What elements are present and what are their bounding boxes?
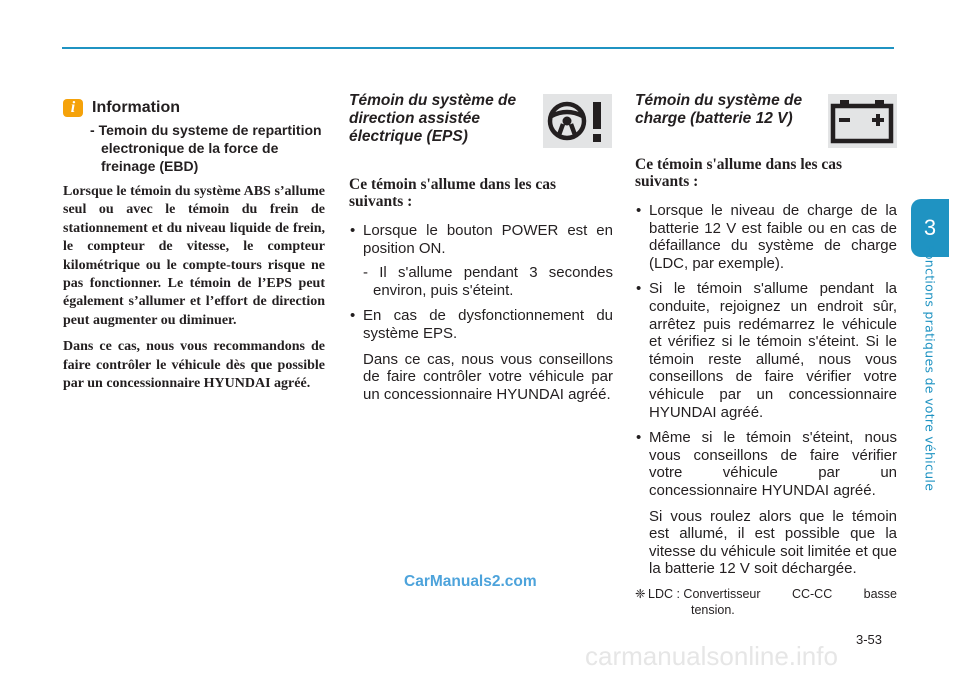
side-label-text: Fonctions pratiques de votre véhicule: [922, 244, 938, 492]
charge-title: Témoin du système de charge (batterie 12 V): [635, 92, 803, 127]
information-header: [63, 96, 325, 120]
footnote-mid: CC-CC: [791, 586, 833, 601]
eps-title: Témoin du système de direction assistée électrique (EPS): [349, 92, 517, 145]
column-charge: [635, 92, 897, 618]
charge-bullet-1: Lorsque le niveau de charge de la batterie 12 V est faible ou en cas de défaillance du système de charge (LDC, par exemple).: [649, 202, 897, 272]
charge-heading-row: [635, 92, 897, 156]
footnote-mark: ❈: [635, 586, 646, 601]
site-watermark: carmanualsonline.info: [585, 641, 838, 671]
eps-bullet-1-sub: - Il s'allume pendant 3 secondes environ, puis s'éteint.: [363, 264, 613, 299]
battery-icon: [828, 94, 897, 148]
eps-bullets: [349, 222, 613, 403]
chapter-number: 3: [923, 215, 937, 240]
footnote-label: LDC : Convertisseur: [648, 586, 761, 601]
list-item: [635, 429, 897, 578]
eps-bullet-2-cont: Dans ce cas, nous vous conseillons de faire contrôler votre véhicule par un concessionnaire HYUNDAI agréé.: [363, 350, 613, 403]
information-subtitle: [90, 121, 325, 175]
info-icon: i: [63, 99, 83, 117]
carmanuals-watermark: CarManuals2.com: [404, 573, 537, 590]
list-item: [635, 280, 897, 421]
list-item: [349, 307, 613, 403]
charge-bullets: [635, 202, 897, 578]
charge-lead: Ce témoin s'allume dans les cas suivants :: [635, 156, 843, 190]
charge-bullet-3-cont: Si vous roulez alors que le témoin est allumé, il est possible que la vitesse du véhicule soit limitée et que la batterie 12 V soit déchargée.: [649, 507, 897, 578]
charge-footnote: [635, 586, 897, 618]
top-rule: [62, 47, 894, 49]
steering-warning-icon: [543, 94, 612, 148]
page-number: 3-53: [856, 632, 883, 647]
charge-bullet-2: Si le témoin s'allume pendant la conduite, rejoignez un endroit sûr, arrêtez puis redémarrez le véhicule et vérifiez si le témoin s'éteint. Si le témoin reste allumé, nous vous conseillons de faire vérifier votre véhicule par un concessionnaire HYUNDAI agréé.: [649, 280, 897, 421]
information-dash: -: [90, 122, 95, 138]
list-item: [349, 222, 613, 299]
information-paragraph-1: Lorsque le témoin du système ABS s’allume seul ou avec le témoin du frein de stationnement et du niveau liquide de frein, le compteur de vitesse, le compteur kilométrique ou le compte-tours risque ne pas fonctionner. Le témoin de l’EPS peut également s’allumer et l’effort de direction peut augmenter ou diminuer.: [63, 184, 325, 328]
eps-heading-row: [349, 92, 613, 156]
information-title: Information: [92, 99, 180, 116]
list-item: [635, 202, 897, 272]
footnote-end: basse: [863, 586, 897, 601]
footnote-line-2: tension.: [691, 602, 735, 617]
charge-bullet-3: Même si le témoin s'éteint, nous vous conseillons de faire vérifier votre véhicule par un concessionnaire HYUNDAI agréé.: [649, 429, 897, 499]
column-eps: [349, 92, 613, 411]
eps-lead: Ce témoin s'allume dans les cas suivants :: [349, 176, 557, 210]
information-subtitle-text: Temoin du systeme de repartition electronique de la force de freinage (EBD): [98, 122, 322, 174]
eps-bullet-1: Lorsque le bouton POWER est en position ON.: [363, 222, 613, 257]
eps-bullet-2: En cas de dysfonctionnement du système EPS.: [363, 307, 613, 342]
column-information: [63, 92, 325, 393]
information-paragraph-2: Dans ce cas, nous vous recommandons de faire contrôler le véhicule dès que possible par un concessionnaire HYUNDAI agréé.: [63, 339, 325, 392]
